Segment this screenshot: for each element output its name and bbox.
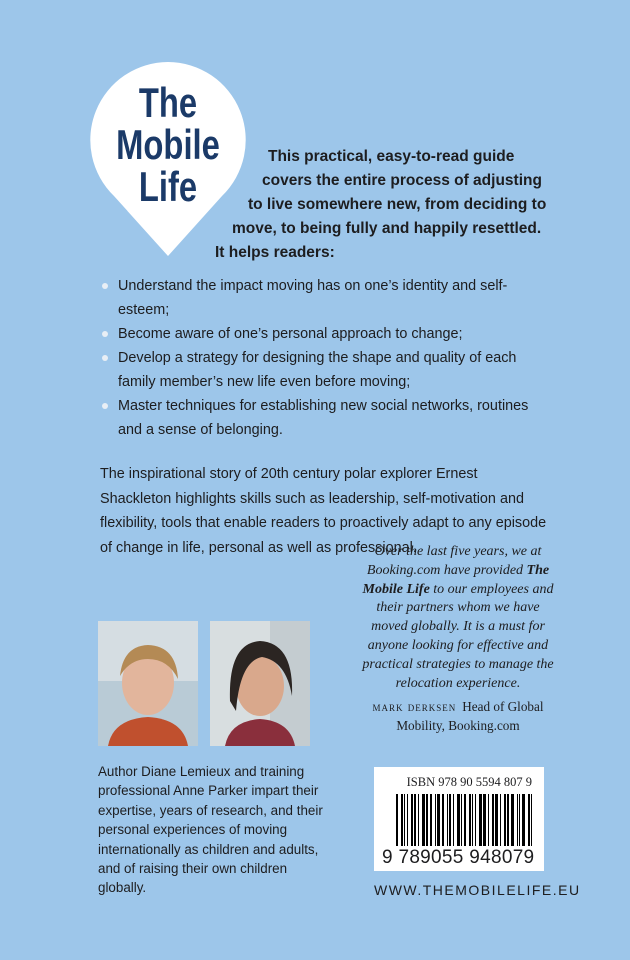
barcode-bar [488,794,489,846]
testimonial-attribution [360,697,556,735]
barcode-bar [475,794,476,846]
barcode-bar [442,794,444,846]
barcode-bar [418,794,419,846]
intro-line: move, to being fully and happily resettled. [232,220,542,237]
barcode-bar [404,794,405,846]
barcode-bar [401,794,403,846]
quote-text: Over the last five years, we at Booking.com have provided [366,544,542,578]
barcode-bars [396,794,534,846]
barcode-bar [517,794,518,846]
bullet-icon [102,283,108,289]
barcode-bar [430,794,432,846]
barcode-bar [464,794,466,846]
barcode-bar [457,794,460,846]
barcode-bar [437,794,440,846]
quote-book-title: The Mobile Life [362,562,550,597]
barcode-bar [528,794,530,846]
book-title-line: Mobile [116,121,220,168]
list-item [100,346,552,394]
barcode-bar [495,794,498,846]
list-item [100,322,552,346]
author-photo-anne [210,621,310,746]
barcode-bar [492,794,494,846]
barcode-bar [472,794,473,846]
barcode-bar [500,794,501,846]
barcode-bar [483,794,486,846]
barcode-bar [426,794,428,846]
website-url[interactable]: WWW.THEMOBILELIFE.EU [374,882,581,898]
list-item [100,394,552,442]
book-title-line: Life [138,163,198,210]
list-item-text: Develop a strategy for designing the shape and quality of each family member’s new life even before moving; [118,350,517,390]
testimonial-quote [360,543,556,693]
book-title-line: The [138,79,198,126]
bullet-icon [102,331,108,337]
benefits-list [100,274,552,442]
barcode-bar [407,794,408,846]
barcode-bar [435,794,436,846]
intro-line: This practical, easy-to-read guide [268,148,515,165]
bullet-icon [102,403,108,409]
barcode-bar [422,794,425,846]
barcode-bar [469,794,471,846]
barcode-bar [519,794,520,846]
quote-author: mark derksen [372,699,457,715]
list-item [100,274,552,322]
barcode-bar [453,794,454,846]
intro-line: covers the entire process of adjusting [262,172,542,189]
barcode-bar [396,794,398,846]
barcode-bar [447,794,448,846]
author-photo-diane [98,621,198,746]
list-item-text: Understand the impact moving has on one’s identity and self-esteem; [118,278,508,318]
barcode-bar [479,794,482,846]
barcode-bar [522,794,525,846]
barcode-bar [411,794,413,846]
barcode-bar [449,794,451,846]
isbn-barcode [374,767,544,871]
quote-author-role: Head of Global Mobility, Booking.com [396,699,544,734]
body-text [100,274,552,560]
barcode-bar [414,794,416,846]
barcode-bar [531,794,532,846]
barcode-bar [461,794,462,846]
quote-text: to our employees and their partners whom we have moved globally. It is a must for anyone looking for effective and practical strategies to manage the relocation experience. [362,581,554,691]
description-paragraph: The inspirational story of 20th century polar explorer Ernest Shackleton highlights skills such as leadership, self-motivation and flexibility, tools that enable readers to proactively adapt to any episode of change in life, personal as well as professional. [100,466,547,556]
barcode-bar [511,794,514,846]
isbn-label: ISBN 978 90 5594 807 9 [406,775,532,789]
barcode-number: 9 789055 948079 [382,847,535,868]
bullet-icon [102,355,108,361]
intro-line: to live somewhere new, from deciding to [248,196,547,213]
intro-line: It helps readers: [215,244,335,261]
barcode-bar [504,794,506,846]
list-item-text: Master techniques for establishing new social networks, routines and a sense of belonging. [118,398,529,438]
testimonial [360,543,556,735]
authors-bio: Author Diane Lemieux and training professional Anne Parker impart their expertise, years of research, and their personal experiences of moving internationally as children and adults, and of raising their own children globally. [98,764,323,896]
barcode-bar [507,794,509,846]
list-item-text: Become aware of one’s personal approach to change; [118,326,463,342]
